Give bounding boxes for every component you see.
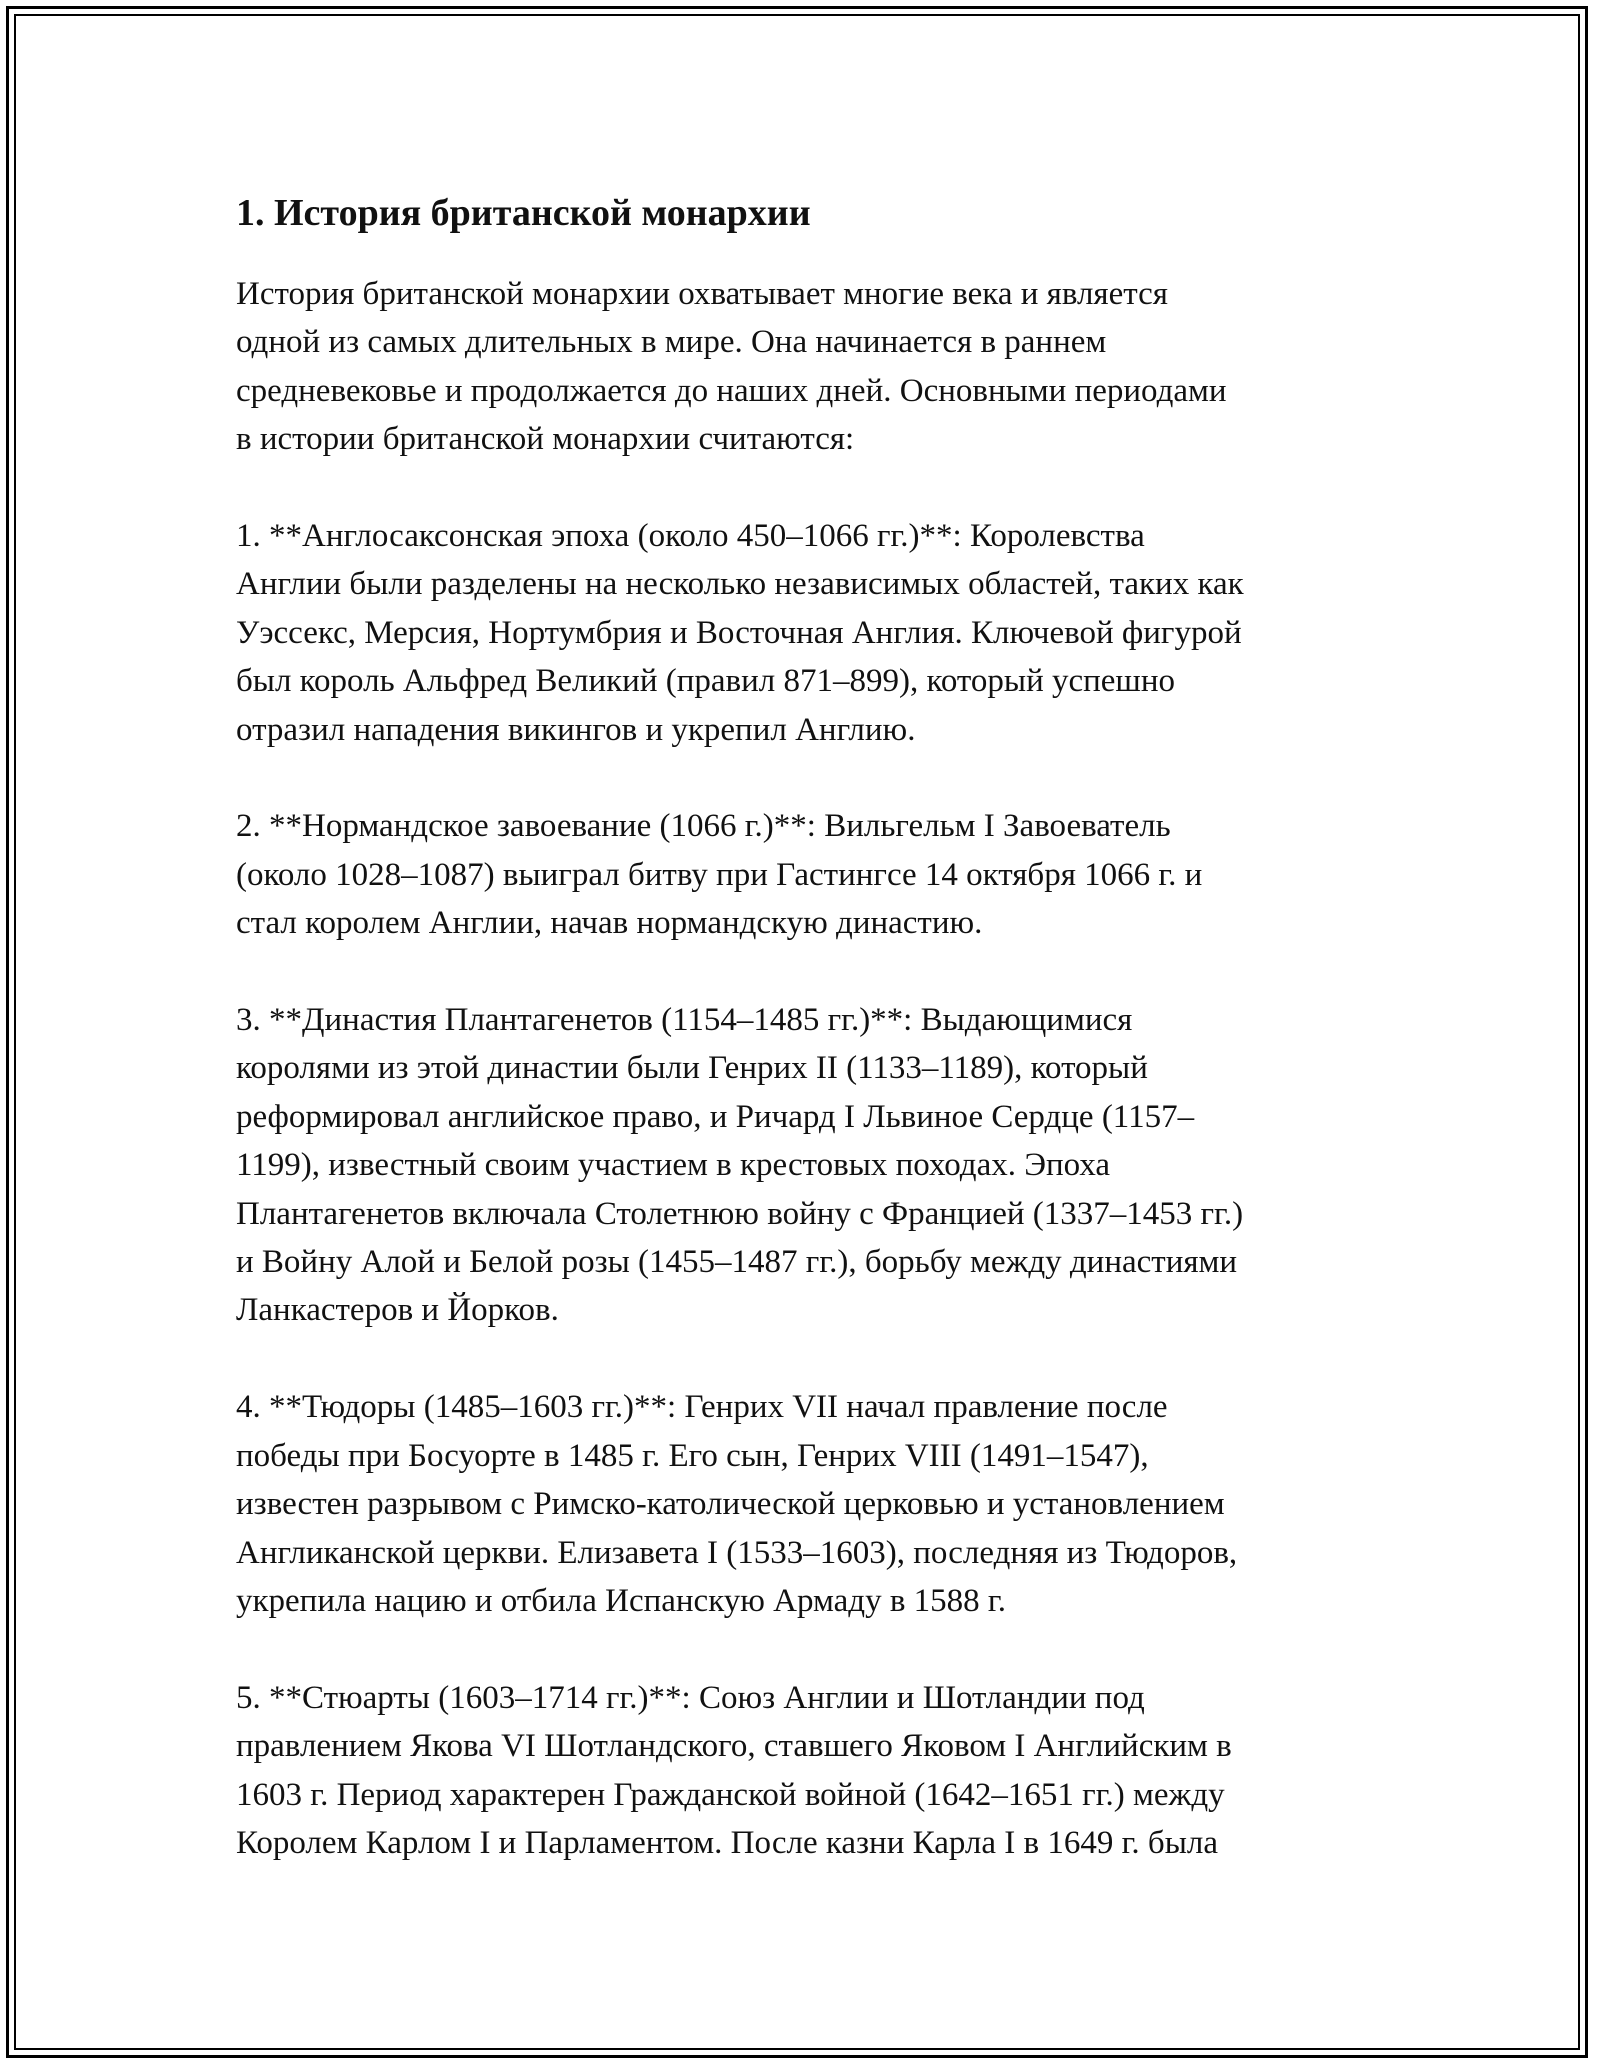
document-title: 1. История британской монархии — [236, 192, 811, 234]
list-item-stuarts: 5. **Стюарты (1603–1714 гг.)**: Союз Англии и Шотландии под правлением Якова VI Шотландского, ставшего Яковом I Английским в 1603 г. Период характерен Гражданской войной (1642–1651 гг.) между Королем Карлом I и Парламентом. После казни Карла I в 1649 г. была — [236, 1679, 1232, 1861]
list-item-plantagenets: 3. **Династия Плантагенетов (1154–1485 гг.)**: Выдающимися королями из этой династии были Генрих II (1133–1189), который реформировал английское право, и Ричард I Львиное Сердце (1157– 1199), известный своим участием в крестовых походах. Эпоха Плантагенетов включала Столетнюю войну с Францией (1337–1453 гг.) и Войну Алой и Белой розы (1455–1487 гг.), борьбу между династиями Ланкастеров и Йорков. — [236, 1002, 1244, 1329]
list-item-anglo-saxon: 1. **Англосаксонская эпоха (около 450–1066 гг.)**: Королевства Англии были разделены на несколько независимых областей, таких как Уэссекс, Мерсия, Нортумбрия и Восточная Англия. Ключевой фигурой был король Альфред Великий (правил 871–899), который успешно отразил нападения викингов и укрепил Англию. — [236, 518, 1244, 748]
document-body — [236, 186, 1366, 1916]
list-item-tudors: 4. **Тюдоры (1485–1603 гг.)**: Генрих VII начал правление после победы при Босуорте в 1485 г. Его сын, Генрих VIII (1491–1547), известен разрывом с Римско-католической церковью и установлением Англиканской церкви. Елизавета I (1533–1603), последняя из Тюдоров, укрепила нацию и отбила Испанскую Армаду в 1588 г. — [236, 1389, 1238, 1619]
list-item-norman-conquest: 2. **Нормандское завоевание (1066 г.)**: Вильгельм I Завоеватель (около 1028–1087) выиграл битву при Гастингсе 14 октября 1066 г. и стал королем Англии, начав нормандскую династию. — [236, 808, 1203, 942]
intro-paragraph: История британской монархии охватывает многие века и является одной из самых длительных в мире. Она начинается в раннем средневековье и продолжается до наших дней. Основными периодами в истории британской монархии считаются: — [236, 276, 1227, 458]
